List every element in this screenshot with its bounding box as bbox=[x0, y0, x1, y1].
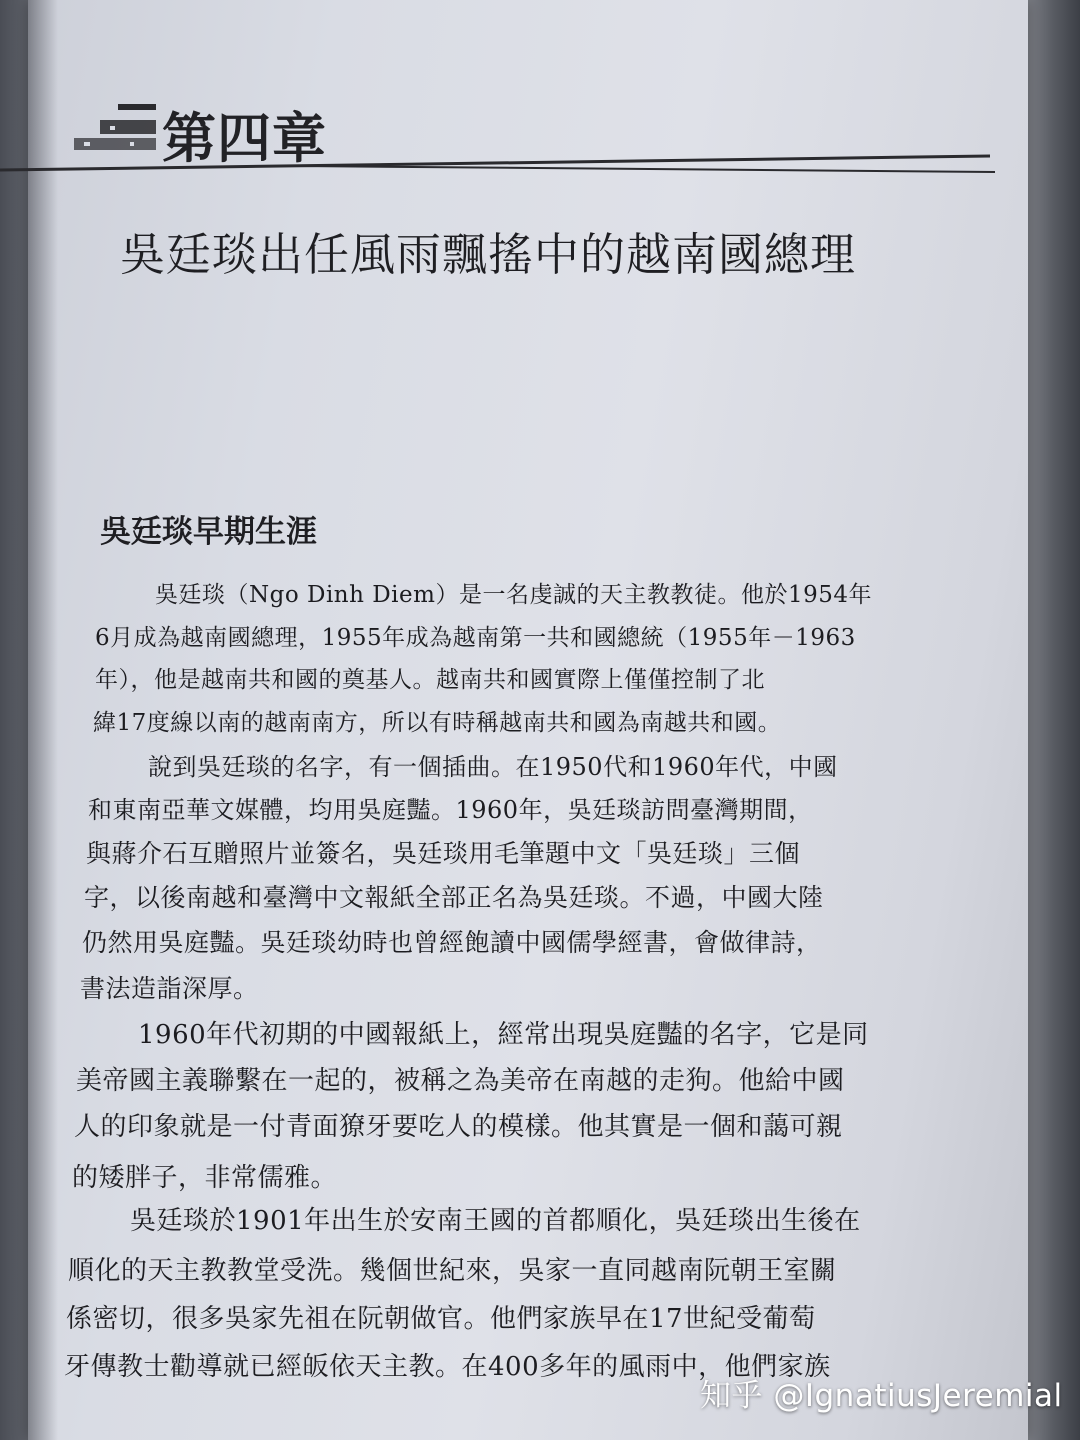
text-line: 書法造詣深厚。 bbox=[80, 974, 259, 1003]
text-line: 仍然用吳庭豔。吳廷琰幼時也曾經飽讀中國儒學經書，會做律詩， bbox=[82, 928, 822, 957]
text-line: 說到吳廷琰的名字，有一個插曲。在1950代和1960年代，中國 bbox=[148, 753, 838, 781]
text-line: 係密切，很多吳家先祖在阮朝做官。他們家族早在17世紀受葡萄 bbox=[66, 1304, 816, 1334]
chapter-label: 第四章 bbox=[162, 107, 327, 170]
text-line: 緯17度線以南的越南南方，所以有時稱越南共和國為南越共和國。 bbox=[93, 710, 782, 736]
text-line: 美帝國主義聯繫在一起的，被稱之為美帝在南越的走狗。他給中國 bbox=[76, 1066, 845, 1096]
text-line: 年），他是越南共和國的奠基人。越南共和國實際上僅僅控制了北 bbox=[95, 667, 765, 693]
watermark: 知乎 @IgnatiusJeremial bbox=[700, 1378, 1063, 1414]
text-line: 和東南亞華文媒體，均用吳庭豔。1960年，吳廷琰訪問臺灣期間， bbox=[88, 796, 813, 824]
text-line: 字，以後南越和臺灣中文報紙全部正名為吳廷琰。不過，中國大陸 bbox=[84, 883, 824, 912]
text-line: 的矮胖子，非常儒雅。 bbox=[72, 1163, 338, 1193]
text-line: 1960年代初期的中國報紙上，經常出現吳庭豔的名字，它是同 bbox=[138, 1020, 869, 1050]
text-line: 吳廷琰（Ngo Dinh Diem）是一名虔誠的天主教教徒。他於1954年 bbox=[155, 582, 872, 608]
text-line: 順化的天主教教堂受洗。幾個世紀來，吳家一直同越南阮朝王室關 bbox=[68, 1256, 837, 1286]
text-line: 與蔣介石互贈照片並簽名，吳廷琰用毛筆題中文「吳廷琰」三個 bbox=[86, 839, 801, 868]
text-line: 牙傳教士勸導就已經皈依天主教。在400多年的風雨中，他們家族 bbox=[64, 1352, 831, 1382]
chapter-title: 吳廷琰出任風雨飄搖中的越南國總理 bbox=[120, 228, 857, 281]
text-line: 6月成為越南國總理，1955年成為越南第一共和國總統（1955年－1963 bbox=[95, 625, 856, 651]
section-heading: 吳廷琰早期生涯 bbox=[100, 514, 317, 550]
text-line: 吳廷琰於1901年出生於安南王國的首都順化，吳廷琰出生後在 bbox=[130, 1206, 861, 1236]
text-line: 人的印象就是一付青面獠牙要吃人的模樣。他其實是一個和藹可親 bbox=[74, 1112, 843, 1142]
